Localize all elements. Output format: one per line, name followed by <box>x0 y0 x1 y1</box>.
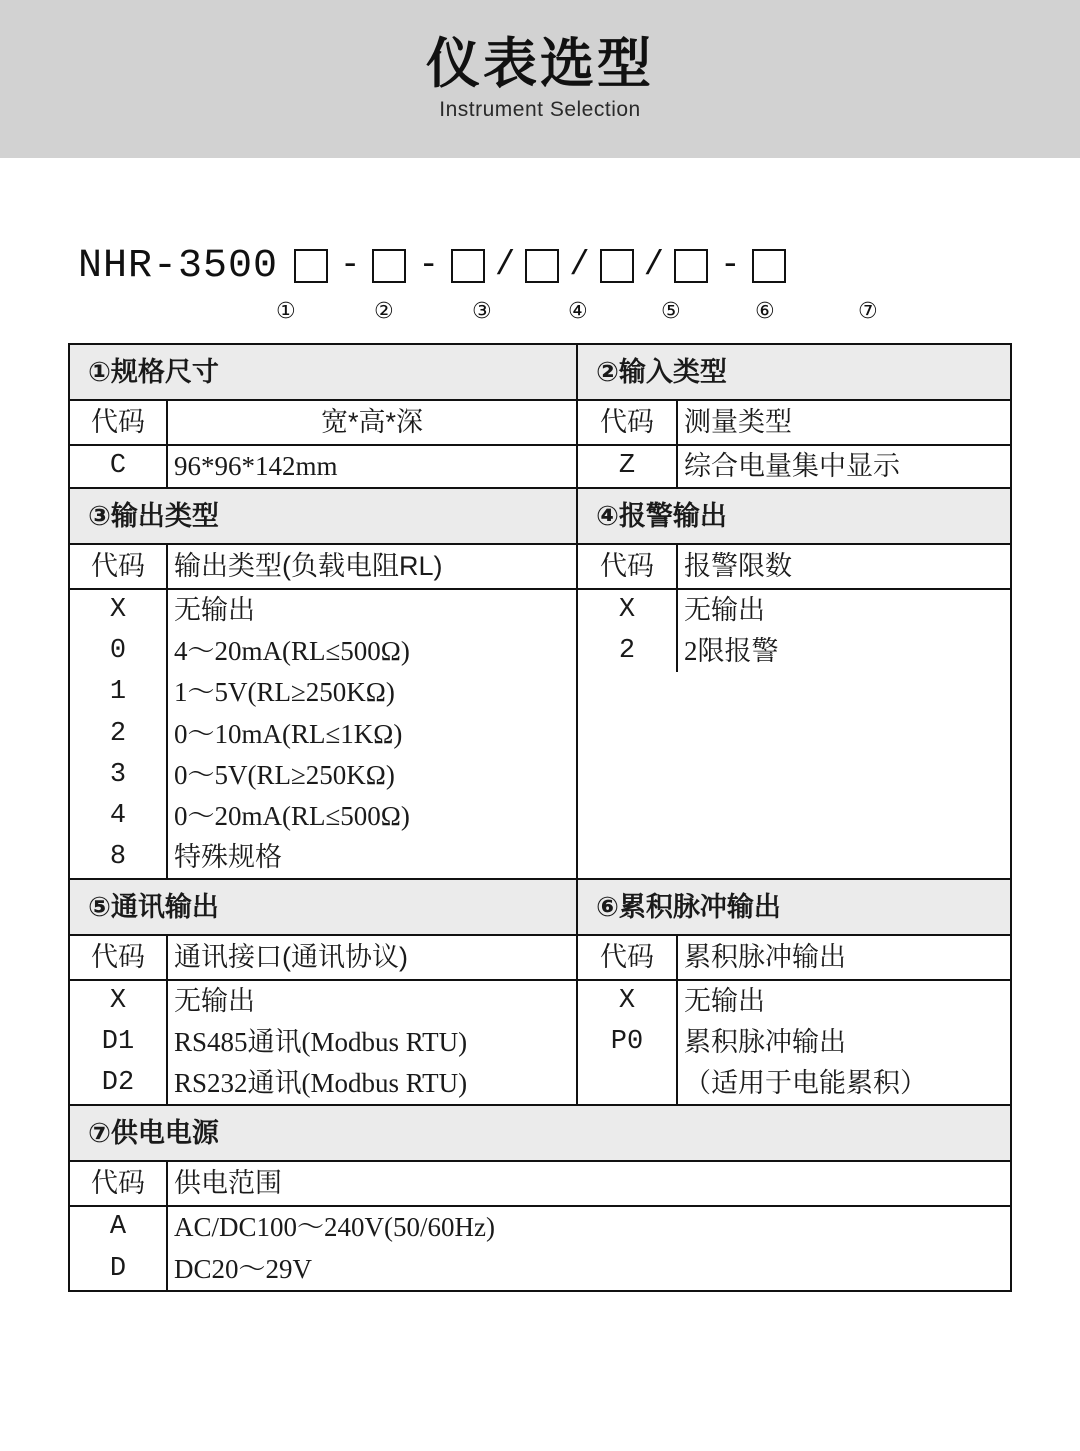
section-3-row-3-code: 2 <box>70 714 167 755</box>
model-code-row <box>78 238 786 294</box>
section-heading-row-4 <box>70 1106 1010 1162</box>
table-row <box>70 1063 576 1104</box>
section-7-row-1-code: D <box>70 1249 167 1290</box>
section-5-row-0-code: X <box>70 980 167 1022</box>
page-subtitle: Instrument Selection <box>439 98 641 122</box>
table-row <box>70 1022 576 1063</box>
section-6-row-1-code: P0 <box>578 1022 677 1063</box>
table-row <box>70 837 576 878</box>
section-body-row-2 <box>70 545 1010 880</box>
table-row <box>70 980 576 1022</box>
section-heading-row-1 <box>70 345 1010 401</box>
model-separator-3: / <box>494 247 516 285</box>
table-spacer-row <box>578 796 1010 837</box>
table-row <box>578 445 1010 487</box>
section-4-col-code: 代码 <box>578 545 677 589</box>
section-3-row-3-desc: 0～10mA(RL≤1KΩ) <box>174 718 403 749</box>
section-1-table <box>70 401 576 487</box>
section-4-row-0-desc: 无输出 <box>684 595 765 626</box>
model-box-1 <box>294 249 328 283</box>
table-row <box>578 1063 1010 1104</box>
section-7-col-code: 代码 <box>70 1162 167 1206</box>
section-7-body <box>70 1162 1010 1289</box>
table-row <box>70 714 576 755</box>
section-2-col-code: 代码 <box>578 401 677 445</box>
table-header-row <box>70 936 576 980</box>
section-3-row-0-code: X <box>70 589 167 631</box>
section-7-table <box>70 1162 1010 1289</box>
specification-table <box>68 343 1012 1292</box>
section-2-col-desc: 测量类型 <box>677 401 1010 445</box>
section-4-row-1-desc: 2限报警 <box>684 636 779 667</box>
table-row <box>70 1249 1010 1290</box>
section-5-row-2-code: D2 <box>70 1063 167 1104</box>
section-7-heading: ⑦供电电源 <box>70 1106 1010 1162</box>
section-6-col-code: 代码 <box>578 936 677 980</box>
section-4-col-desc: 报警限数 <box>677 545 1010 589</box>
model-marker-1: ① <box>276 298 296 323</box>
model-marker-7: ⑦ <box>858 298 878 323</box>
model-marker-6: ⑥ <box>755 298 775 323</box>
section-5-heading: ⑤通讯输出 <box>70 880 576 936</box>
table-row <box>70 796 576 837</box>
section-5-col-code: 代码 <box>70 936 167 980</box>
table-row <box>70 1206 1010 1248</box>
section-6-row-0-code: X <box>578 980 677 1022</box>
table-header-row <box>578 545 1010 589</box>
table-header-row <box>578 401 1010 445</box>
section-1-body <box>70 401 576 487</box>
model-separator-4: / <box>569 247 590 285</box>
model-separator-5: / <box>643 247 665 285</box>
section-7-row-1-desc: DC20～29V <box>174 1253 313 1284</box>
section-7-row-0-desc: AC/DC100～240V(50/60Hz) <box>174 1212 495 1243</box>
section-2-body <box>576 401 1010 487</box>
section-3-body <box>70 545 576 878</box>
section-4-row-0-code: X <box>578 589 677 631</box>
section-3-col-desc: 输出类型(负载电阻RL) <box>167 545 576 589</box>
table-row <box>70 589 576 631</box>
section-6-table <box>578 936 1010 1104</box>
table-row <box>578 631 1010 672</box>
section-4-table <box>578 545 1010 878</box>
model-separator-1: - <box>340 247 361 285</box>
section-3-row-2-code: 1 <box>70 672 167 713</box>
section-3-row-5-desc: 0～20mA(RL≤500Ω) <box>174 800 410 831</box>
section-body-row-4 <box>70 1162 1010 1289</box>
table-header-row <box>578 936 1010 980</box>
model-marker-2: ② <box>374 298 394 323</box>
section-1-heading: ①规格尺寸 <box>70 345 576 401</box>
section-6-body <box>576 936 1010 1104</box>
section-6-col-desc: 累积脉冲输出 <box>677 936 1010 980</box>
section-heading-row-3 <box>70 880 1010 936</box>
section-3-col-code: 代码 <box>70 545 167 589</box>
section-5-body <box>70 936 576 1104</box>
page-banner <box>0 0 1080 158</box>
section-3-row-1-desc: 4～20mA(RL≤500Ω) <box>174 636 410 667</box>
section-5-col-desc: 通讯接口(通讯协议) <box>167 936 576 980</box>
model-box-7 <box>752 249 786 283</box>
section-2-heading: ②输入类型 <box>576 345 1010 401</box>
model-marker-3: ③ <box>472 298 492 323</box>
table-header-row <box>70 545 576 589</box>
table-row <box>578 1022 1010 1063</box>
section-1-col-desc: 宽*高*深 <box>167 401 576 445</box>
section-3-row-6-desc: 特殊规格 <box>174 841 282 872</box>
section-6-row-2-desc: （适用于电能累积） <box>684 1068 927 1099</box>
section-1-row-0-code: C <box>70 445 167 487</box>
table-row <box>70 672 576 713</box>
section-body-row-3 <box>70 936 1010 1106</box>
section-6-row-2-code <box>578 1063 677 1104</box>
section-3-row-0-desc: 无输出 <box>174 595 255 626</box>
model-name: NHR-3500 <box>78 243 279 289</box>
model-separator-6: - <box>720 247 741 285</box>
model-marker-5: ⑤ <box>661 298 681 323</box>
table-row <box>578 980 1010 1022</box>
table-spacer-row <box>578 672 1010 713</box>
section-5-row-1-desc: RS485通讯(Modbus RTU) <box>174 1027 468 1058</box>
section-6-heading: ⑥累积脉冲输出 <box>576 880 1010 936</box>
model-box-2 <box>372 249 406 283</box>
section-2-row-0-code: Z <box>578 445 677 487</box>
section-5-table <box>70 936 576 1104</box>
section-5-row-1-code: D1 <box>70 1022 167 1063</box>
section-1-col-code: 代码 <box>70 401 167 445</box>
section-7-col-desc: 供电范围 <box>167 1162 1010 1206</box>
table-spacer-row <box>578 837 1010 878</box>
section-3-row-2-desc: 1～5V(RL≥250KΩ) <box>174 677 395 708</box>
table-spacer-row <box>578 714 1010 755</box>
section-heading-row-2 <box>70 489 1010 545</box>
table-row <box>70 755 576 796</box>
section-body-row-1 <box>70 401 1010 489</box>
section-3-row-5-code: 4 <box>70 796 167 837</box>
section-3-row-1-code: 0 <box>70 631 167 672</box>
section-2-table <box>578 401 1010 487</box>
section-4-row-1-code: 2 <box>578 631 677 672</box>
model-box-3 <box>451 249 485 283</box>
model-box-5 <box>600 249 634 283</box>
table-spacer-row <box>578 755 1010 796</box>
table-header-row <box>70 1162 1010 1206</box>
model-separator-2: - <box>418 247 439 285</box>
section-3-table <box>70 545 576 878</box>
section-4-body <box>576 545 1010 878</box>
section-5-row-0-desc: 无输出 <box>174 986 255 1017</box>
section-4-heading: ④报警输出 <box>576 489 1010 545</box>
section-3-heading: ③输出类型 <box>70 489 576 545</box>
section-3-row-4-code: 3 <box>70 755 167 796</box>
section-3-row-6-code: 8 <box>70 837 167 878</box>
model-marker-4: ④ <box>568 298 588 323</box>
section-6-row-0-desc: 无输出 <box>684 986 765 1017</box>
section-7-row-0-code: A <box>70 1206 167 1248</box>
table-header-row <box>70 401 576 445</box>
model-box-6 <box>674 249 708 283</box>
section-6-row-1-desc: 累积脉冲输出 <box>684 1027 846 1058</box>
section-1-row-0-desc: 96*96*142mm <box>174 451 338 482</box>
model-box-4 <box>525 249 559 283</box>
table-row <box>70 445 576 487</box>
table-row <box>578 589 1010 631</box>
table-row <box>70 631 576 672</box>
page-title: 仪表选型 <box>426 33 654 94</box>
section-2-row-0-desc: 综合电量集中显示 <box>684 451 900 482</box>
section-5-row-2-desc: RS232通讯(Modbus RTU) <box>174 1068 468 1099</box>
section-3-row-4-desc: 0～5V(RL≥250KΩ) <box>174 759 395 790</box>
